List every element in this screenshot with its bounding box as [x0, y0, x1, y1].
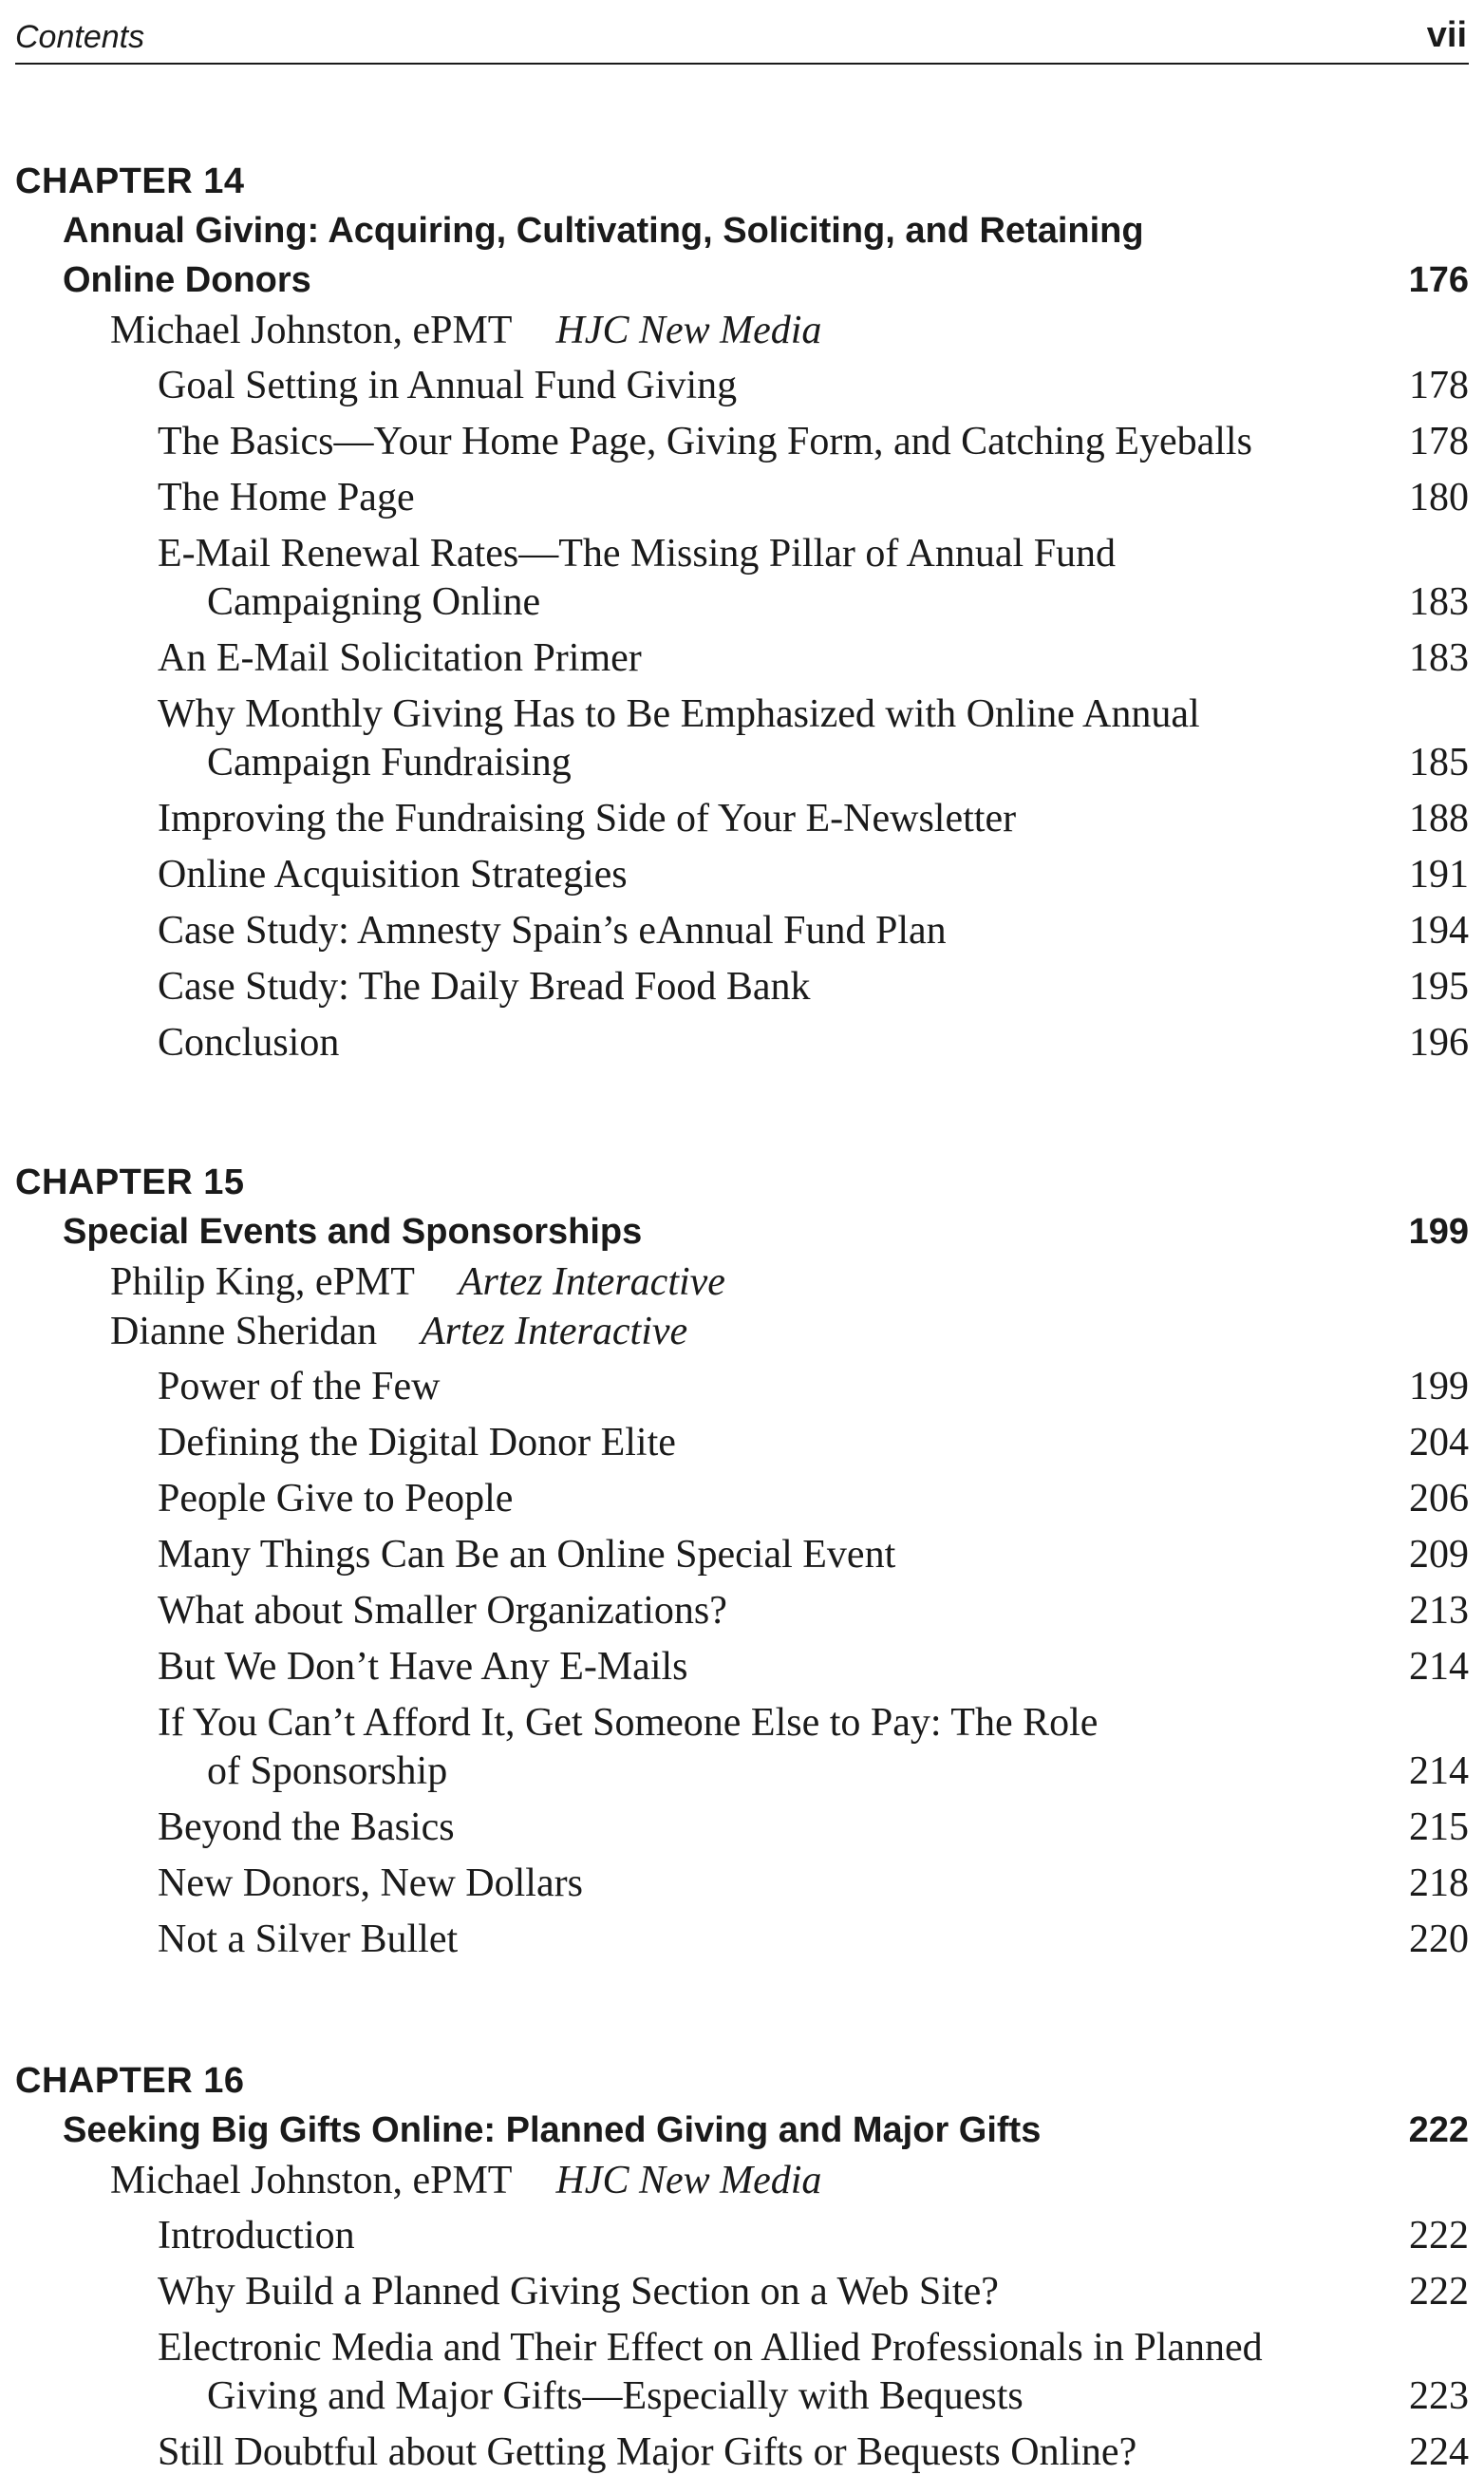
toc-entry-page[interactable]: 183 [1409, 580, 1469, 624]
toc-entry-line[interactable]: E-Mail Renewal Rates—The Missing Pillar of Annual Fund [158, 532, 1117, 576]
toc-entry-page[interactable]: 199 [1409, 1365, 1469, 1408]
toc-entry-line[interactable]: Power of the Few [158, 1365, 441, 1408]
toc-entry-line[interactable]: Introduction [158, 2214, 355, 2258]
toc-entry-page[interactable]: 222 [1409, 2270, 1469, 2314]
toc-entry-line[interactable]: The Basics—Your Home Page, Giving Form, and Catching Eyeballs [158, 420, 1252, 463]
author-name: Michael Johnston, ePMT [110, 2159, 513, 2202]
chapter-number: CHAPTER 15 [15, 1162, 245, 1202]
chapter-title-line[interactable]: Online Donors [63, 260, 311, 300]
toc-entry-line[interactable]: What about Smaller Organizations? [158, 1589, 727, 1633]
toc-entry-line[interactable]: If You Can’t Afford It, Get Someone Else to Pay: The Role [158, 1701, 1099, 1745]
toc-entry-line[interactable]: Not a Silver Bullet [158, 1918, 459, 1961]
chapter-title-line[interactable]: Seeking Big Gifts Online: Planned Giving and Major Gifts [63, 2110, 1042, 2150]
toc-entry-line[interactable]: Conclusion [158, 1021, 340, 1065]
author-name: Michael Johnston, ePMT [110, 309, 513, 352]
toc-entry-line[interactable]: Beyond the Basics [158, 1805, 455, 1849]
toc-entry-line[interactable]: Why Monthly Giving Has to Be Emphasized with Online Annual [158, 692, 1200, 736]
toc-entry-page[interactable]: 178 [1409, 420, 1469, 463]
toc-entry-page[interactable]: 180 [1409, 476, 1469, 520]
chapter-title-line[interactable]: Annual Giving: Acquiring, Cultivating, Soliciting, and Retaining [63, 211, 1144, 251]
toc-entry-line[interactable]: But We Don’t Have Any E-Mails [158, 1645, 688, 1689]
header-page-number: vii [1426, 15, 1467, 55]
toc-entry-page[interactable]: 215 [1409, 1805, 1469, 1849]
toc-entry-page[interactable]: 214 [1409, 1749, 1469, 1793]
toc-entry-line[interactable]: Goal Setting in Annual Fund Giving [158, 364, 738, 407]
toc-entry-page[interactable]: 220 [1409, 1918, 1469, 1961]
running-header [15, 17, 1469, 65]
toc-entry-line[interactable]: People Give to People [158, 1477, 514, 1521]
chapter-page-number[interactable]: 199 [1408, 1212, 1469, 1252]
toc-entry-line[interactable]: Still Doubtful about Getting Major Gifts or Bequests Online? [158, 2430, 1137, 2474]
toc-entry-page[interactable]: 224 [1409, 2430, 1469, 2474]
chapter-title-line[interactable]: Special Events and Sponsorships [63, 1212, 643, 1252]
chapter-page-number[interactable]: 222 [1408, 2110, 1469, 2150]
toc-entry-page[interactable]: 218 [1409, 1861, 1469, 1905]
chapter-number: CHAPTER 14 [15, 161, 245, 201]
toc-entry-line[interactable]: Campaigning Online [207, 580, 541, 624]
author-line [110, 308, 821, 353]
toc-entry-line[interactable]: Giving and Major Gifts—Especially with Bequests [207, 2374, 1024, 2418]
toc-entry-page[interactable]: 209 [1409, 1533, 1469, 1577]
toc-entry-line[interactable]: Electronic Media and Their Effect on Allied Professionals in Planned [158, 2326, 1263, 2370]
toc-entry-line[interactable]: Why Build a Planned Giving Section on a Web Site? [158, 2270, 999, 2314]
author-affiliation: Artez Interactive [458, 1260, 725, 1304]
author-affiliation: Artez Interactive [421, 1310, 688, 1353]
toc-entry-page[interactable]: 222 [1409, 2214, 1469, 2258]
toc-entry-line[interactable]: Case Study: The Daily Bread Food Bank [158, 965, 811, 1009]
chapter-page-number[interactable]: 176 [1408, 260, 1469, 300]
author-name: Dianne Sheridan [110, 1310, 378, 1353]
header-section-title: Contents [15, 19, 145, 55]
chapter-number: CHAPTER 16 [15, 2061, 245, 2101]
author-line [110, 1259, 725, 1305]
toc-entry-line[interactable]: Improving the Fundraising Side of Your E-Newsletter [158, 797, 1017, 841]
author-line [110, 1309, 687, 1354]
author-affiliation: HJC New Media [555, 309, 822, 352]
toc-entry-line[interactable]: Defining the Digital Donor Elite [158, 1421, 676, 1464]
toc-entry-page[interactable]: 191 [1409, 853, 1469, 897]
toc-entry-page[interactable]: 204 [1409, 1421, 1469, 1464]
toc-entry-line[interactable]: An E-Mail Solicitation Primer [158, 636, 642, 680]
toc-entry-line[interactable]: The Home Page [158, 476, 415, 520]
toc-entry-page[interactable]: 188 [1409, 797, 1469, 841]
toc-entry-line[interactable]: Many Things Can Be an Online Special Event [158, 1533, 896, 1577]
toc-entry-page[interactable]: 195 [1409, 965, 1469, 1009]
author-affiliation: HJC New Media [555, 2159, 822, 2202]
toc-entry-page[interactable]: 213 [1409, 1589, 1469, 1633]
toc-entry-page[interactable]: 183 [1409, 636, 1469, 680]
toc-entry-line[interactable]: Online Acquisition Strategies [158, 853, 628, 897]
author-line [110, 2158, 821, 2203]
author-name: Philip King, ePMT [110, 1260, 415, 1304]
toc-entry-page[interactable]: 214 [1409, 1645, 1469, 1689]
toc-entry-line[interactable]: Case Study: Amnesty Spain’s eAnnual Fund Plan [158, 909, 947, 953]
toc-entry-page[interactable]: 206 [1409, 1477, 1469, 1521]
toc-entry-page[interactable]: 223 [1409, 2374, 1469, 2418]
toc-entry-page[interactable]: 185 [1409, 741, 1469, 784]
toc-entry-page[interactable]: 196 [1409, 1021, 1469, 1065]
toc-entry-line[interactable]: of Sponsorship [207, 1749, 448, 1793]
toc-entry-line[interactable]: New Donors, New Dollars [158, 1861, 583, 1905]
toc-entry-line[interactable]: Campaign Fundraising [207, 741, 572, 784]
toc-entry-page[interactable]: 194 [1409, 909, 1469, 953]
toc-entry-page[interactable]: 178 [1409, 364, 1469, 407]
